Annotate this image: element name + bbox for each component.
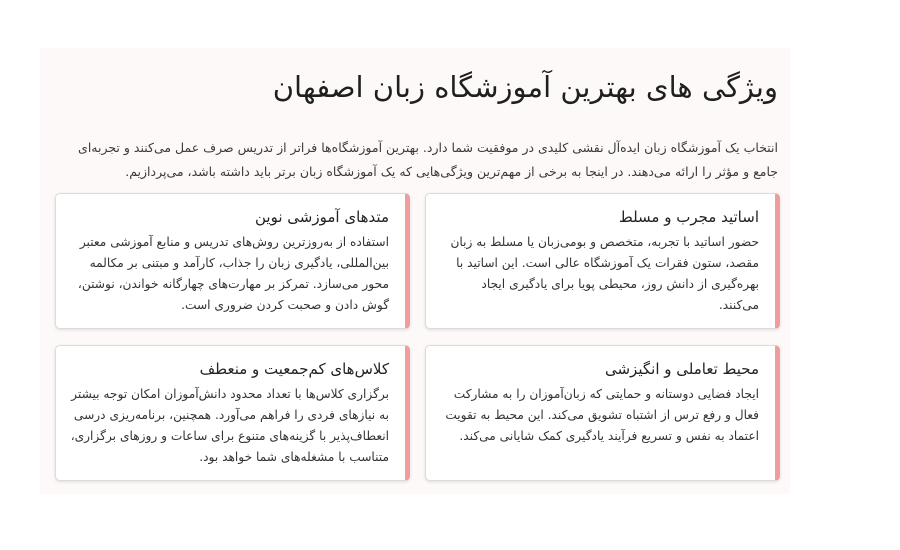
- features-section: [40, 48, 790, 494]
- feature-card-title: محیط تعاملی و انگیزشی: [604, 360, 759, 378]
- feature-card-text: ایجاد فضایی دوستانه و حمایتی که زبان‌آموزان را به مشارکت فعال و رفع ترس از اشتباه تشویق می‌کند. این محیط به تقویت اعتماد به نفس و تسریع فرآیند یادگیری کمک شایانی می‌کند.: [445, 387, 759, 443]
- feature-card-text: برگزاری کلاس‌ها با تعداد محدود دانش‌آموزان امکان توجه بیشتر به نیازهای فردی را فراهم می‌آورد. همچنین، برنامه‌ریزی درسی انعطاف‌پذیر با گزینه‌های متنوع برای ساعات و روزهای برگزاری، متناسب با مشغله‌های شما خواهد بود.: [70, 387, 389, 464]
- feature-card-title: متدهای آموزشی نوین: [255, 208, 389, 226]
- intro-paragraph: انتخاب یک آموزشگاه زبان ایده‌آل نقشی کلیدی در موفقیت شما دارد. بهترین آموزشگاه‌ها فراتر از تدریس صرف عمل می‌کنند و تجربه‌ای جامع و مؤثر را ارائه می‌دهند. در اینجا به برخی از مهم‌ترین ویژگی‌هایی که یک آموزشگاه زبان برتر باید داشته باشد، می‌پردازیم.: [78, 140, 778, 179]
- feature-card-modern-methods: [55, 193, 410, 329]
- feature-card-title: اساتید مجرب و مسلط: [618, 208, 759, 226]
- section-title: ویژگی های بهترین آموزشگاه زبان اصفهان: [272, 70, 778, 104]
- feature-card-text: استفاده از به‌روزترین روش‌های تدریس و منابع آموزشی معتبر بین‌المللی، یادگیری زبان را جذاب، کارآمد و مبتنی بر مکالمه محور می‌سازد. تمرکز بر مهارت‌های چهارگانه خواندن، نوشتن، گوش دادن و صحبت کردن ضروری است.: [77, 235, 389, 312]
- feature-card-text: حضور اساتید با تجربه، متخصص و بومی‌زبان یا مسلط به زبان مقصد، ستون فقرات یک آموزشگاه عالی است. این اساتید با بهره‌گیری از دانش روز، محیطی پویا برای یادگیری ایجاد می‌کنند.: [450, 235, 759, 312]
- feature-card-interactive-environment: [425, 345, 780, 481]
- feature-card-experienced-teachers: [425, 193, 780, 329]
- feature-card-title: کلاس‌های کم‌جمعیت و منعطف: [199, 360, 389, 378]
- feature-card-small-flexible-classes: [55, 345, 410, 481]
